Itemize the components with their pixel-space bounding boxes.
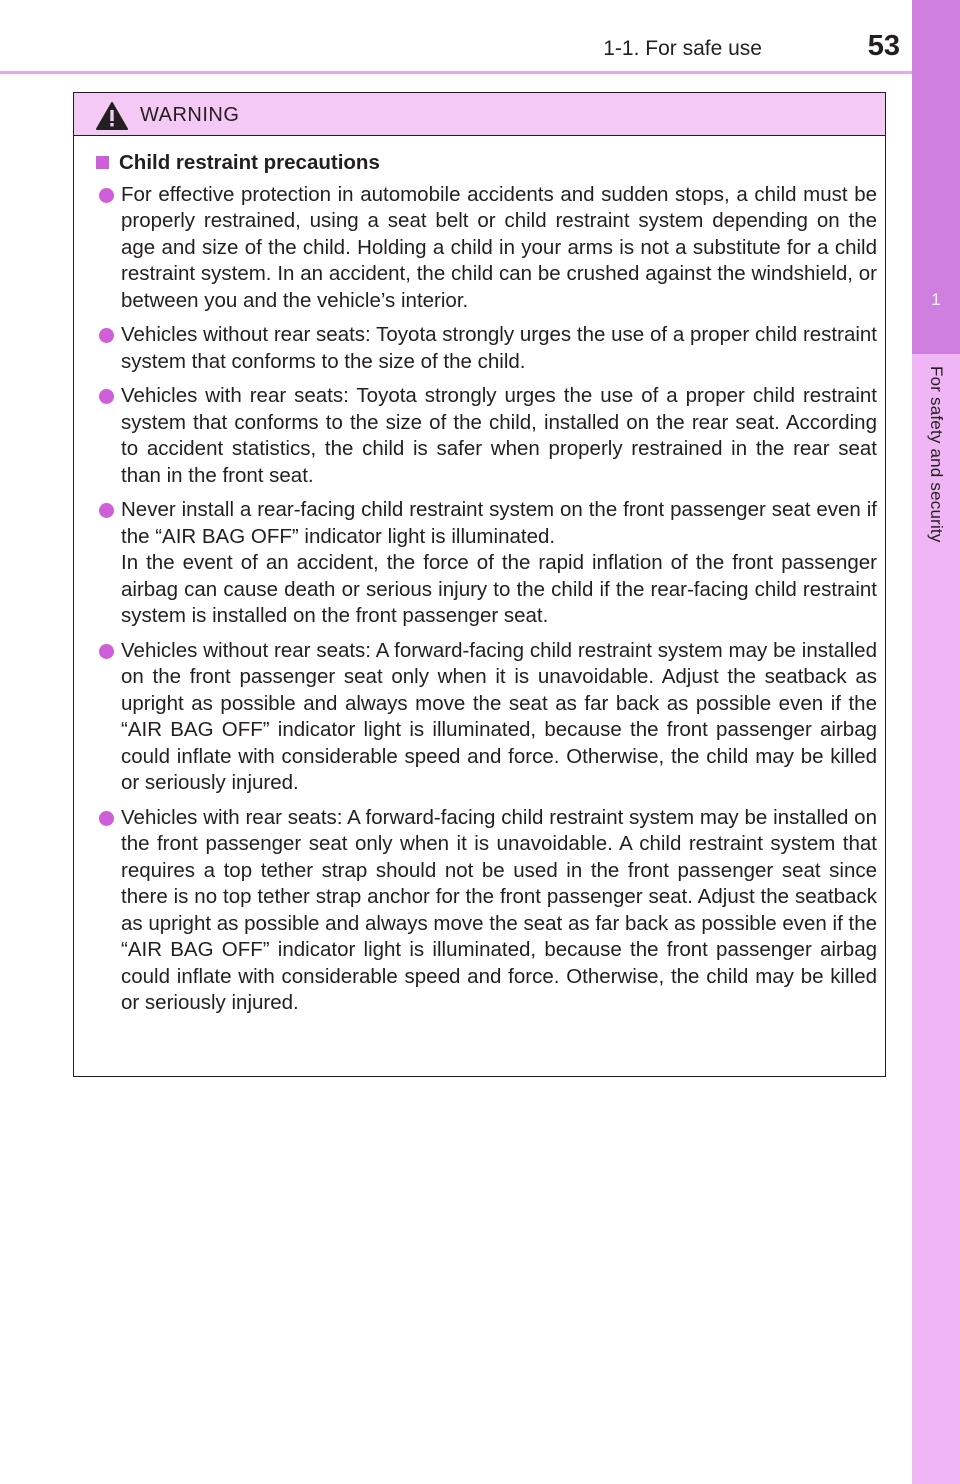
bullet-dot-icon bbox=[99, 644, 114, 659]
bullet-text-line: Vehicles with rear seats: Toyota strongly urges the use of a proper child restraint system that conforms to the size of the child, installed on the rear seat. According to accident statistics, the child is safer when properly restrained in the rear seat than in the front seat. bbox=[121, 384, 877, 487]
list-item bbox=[96, 638, 877, 797]
square-bullet-icon bbox=[96, 156, 109, 169]
list-item bbox=[96, 383, 877, 489]
warning-triangle-icon bbox=[95, 101, 129, 131]
bullet-dot-icon bbox=[99, 503, 114, 518]
bullet-text bbox=[121, 182, 877, 315]
section-title: 1-1. For safe use bbox=[603, 37, 762, 60]
bullet-text-line: Vehicles without rear seats: Toyota strongly urges the use of a proper child restraint system that conforms to the size of the child. bbox=[121, 323, 877, 373]
warning-box bbox=[73, 92, 886, 1077]
bullet-text-line: In the event of an accident, the force of the rapid inflation of the front passenger airbag can cause death or serious injury to the child if the rear-facing child restraint system is installed on the front passenger seat. bbox=[121, 551, 877, 627]
warning-content bbox=[74, 136, 885, 1017]
bullet-dot-icon bbox=[99, 811, 114, 826]
bullet-text bbox=[121, 497, 877, 630]
bullet-list bbox=[96, 182, 877, 1017]
bullet-dot-icon bbox=[99, 188, 114, 203]
bullet-text-line: Never install a rear-facing child restraint system on the front passenger seat even if the “AIR BAG OFF” indicator light is illuminated. bbox=[121, 498, 877, 548]
bullet-text-line: Vehicles without rear seats: A forward-facing child restraint system may be installed on the front passenger seat only when it is unavoidable. Adjust the seatback as upright as possible and always move the seat as far back as possible even if the “AIR BAG OFF” indicator light is illuminated, because the front passenger airbag could inflate with considerable speed and force. Otherwise, the child may be killed or seriously injured. bbox=[121, 638, 877, 794]
bullet-text bbox=[121, 383, 877, 489]
list-item bbox=[96, 497, 877, 630]
bullet-text-line: For effective protection in automobile accidents and sudden stops, a child must be properly restrained, using a seat belt or child restraint system depending on the age and size of the child. Holding a child in your arms is not a substitute for a child restraint system. In an accident, the child can be crushed against the windshield, or between you and the vehicle’s interior. bbox=[121, 182, 877, 312]
page-number: 53 bbox=[867, 30, 900, 62]
bullet-text bbox=[121, 638, 877, 797]
bullet-text-line: Vehicles with rear seats: A forward-facing child restraint system may be installed on the front passenger seat only when it is unavoidable. A child restraint system that requires a top tether strap should not be used in the front passenger seat since there is no top tether strap anchor for the front passenger seat. Adjust the seatback as upright as possible and always move the seat as far back as possible even if the “AIR BAG OFF” indicator light is illuminated, because the front passenger airbag could inflate with considerable speed and force. Otherwise, the child may be killed or seriously injured. bbox=[121, 805, 877, 1014]
side-tab-number: 1 bbox=[931, 290, 941, 309]
side-tab-label: For safety and security bbox=[927, 366, 946, 543]
list-item bbox=[96, 182, 877, 315]
list-item bbox=[96, 805, 877, 1017]
bullet-dot-icon bbox=[99, 328, 114, 343]
sub-heading bbox=[96, 150, 877, 177]
bullet-text bbox=[121, 322, 877, 375]
header-rule bbox=[0, 71, 912, 74]
bullet-dot-icon bbox=[99, 389, 114, 404]
list-item bbox=[96, 322, 877, 375]
warning-title: WARNING bbox=[140, 104, 240, 126]
warning-header bbox=[74, 93, 885, 136]
bullet-text bbox=[121, 805, 877, 1017]
sub-heading-text: Child restraint precautions bbox=[119, 151, 380, 174]
